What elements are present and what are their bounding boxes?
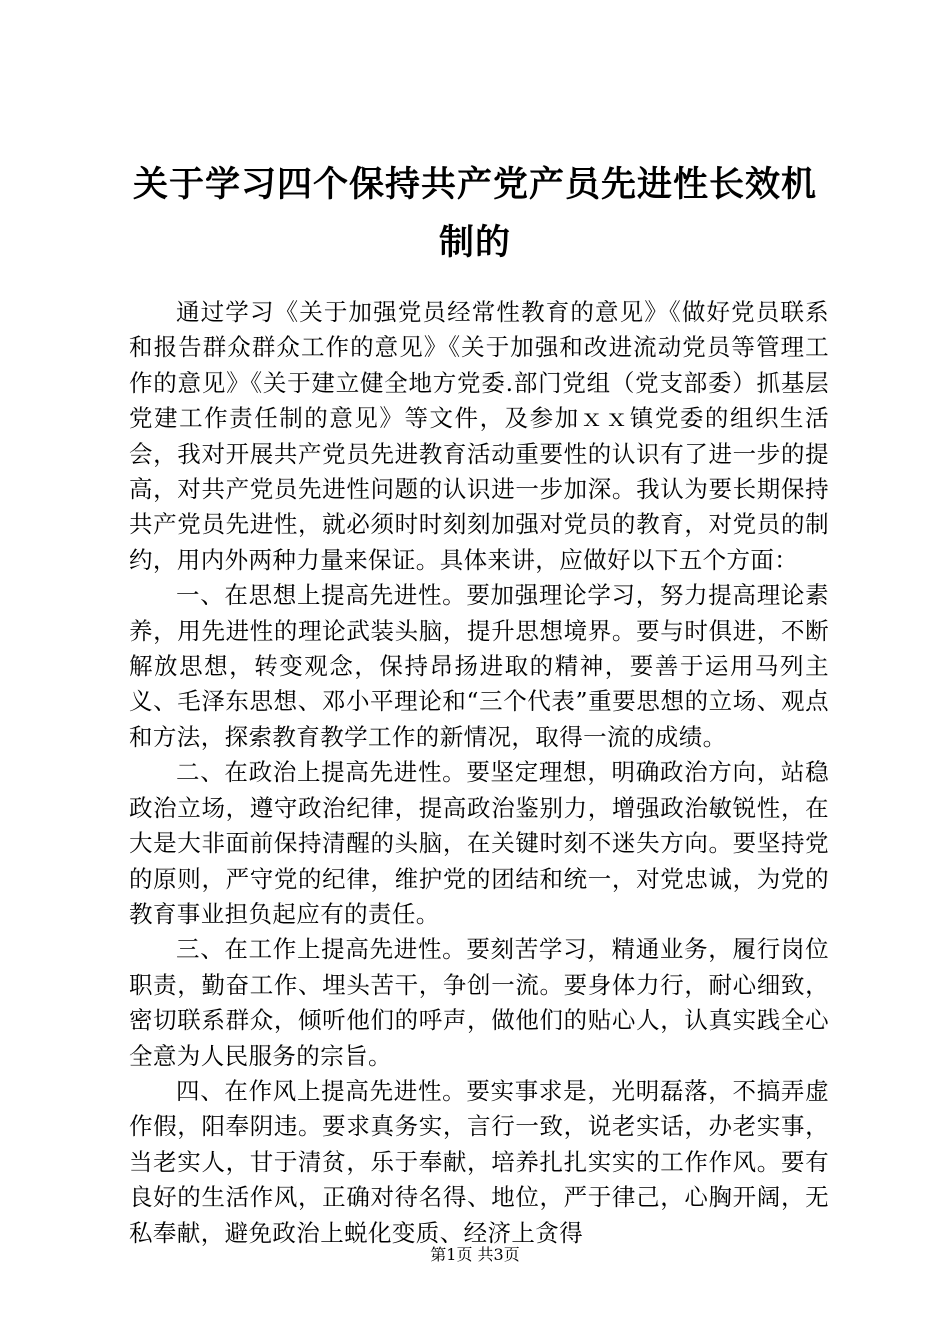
document-title: 关于学习四个保持共产党产员先进性长效机制的	[132, 165, 817, 263]
paragraph-point-3: 三、在工作上提高先进性。要刻苦学习，精通业务，履行岗位职责，勤奋工作、埋头苦干，争创一流。要身体力行，耐心细致，密切联系群众，倾听他们的呼声，做他们的贴心人，认真实践全心全意为人民服务的宗旨。	[129, 935, 829, 1070]
paragraph-point-1: 一、在思想上提高先进性。要加强理论学习，努力提高理论素养，用先进性的理论武装头脑，提升思想境界。要与时俱进，不断解放思想，转变观念，保持昂扬进取的精神，要善于运用马列主义、毛泽东思想、邓小平理论和“三个代表”重要思想的立场、观点和方法，探索教育教学工作的新情况，取得一流的成绩。	[129, 581, 829, 751]
paragraph-intro: 通过学习《关于加强党员经常性教育的意见》《做好党员联系和报告群众群众工作的意见》《关于加强和改进流动党员等管理工作的意见》《关于建立健全地方党委.部门党组（党支部委）抓基层党建工作责任制的意见》等文件，及参加ｘｘ镇党委的组织生活会，我对开展共产党员先进教育活动重要性的认识有了进一步的提高，对共产党员先进性问题的认识进一步加深。我认为要长期保持共产党员先进性，就必须时时刻刻加强对党员的教育，对党员的制约，用内外两种力量来保证。具体来讲，应做好以下五个方面：	[129, 298, 829, 574]
page-number-footer: 第1页 共3页	[430, 1245, 520, 1264]
paragraph-point-2: 二、在政治上提高先进性。要坚定理想，明确政治方向，站稳政治立场，遵守政治纪律，提高政治鉴别力，增强政治敏锐性，在大是大非面前保持清醒的头脑，在关键时刻不迷失方向。要坚持党的原则，严守党的纪律，维护党的团结和统一，对党忠诚，为党的教育事业担负起应有的责任。	[129, 758, 829, 928]
paragraph-point-4: 四、在作风上提高先进性。要实事求是，光明磊落，不搞弄虚作假，阳奉阴违。要求真务实，言行一致，说老实话，办老实事，当老实人，甘于清贫，乐于奉献，培养扎扎实实的工作作风。要有良好的生活作风，正确对待名得、地位，严于律己，心胸开阔，无私奉献，避免政治上蜕化变质、经济上贪得	[129, 1076, 829, 1247]
document-body	[129, 295, 829, 1251]
